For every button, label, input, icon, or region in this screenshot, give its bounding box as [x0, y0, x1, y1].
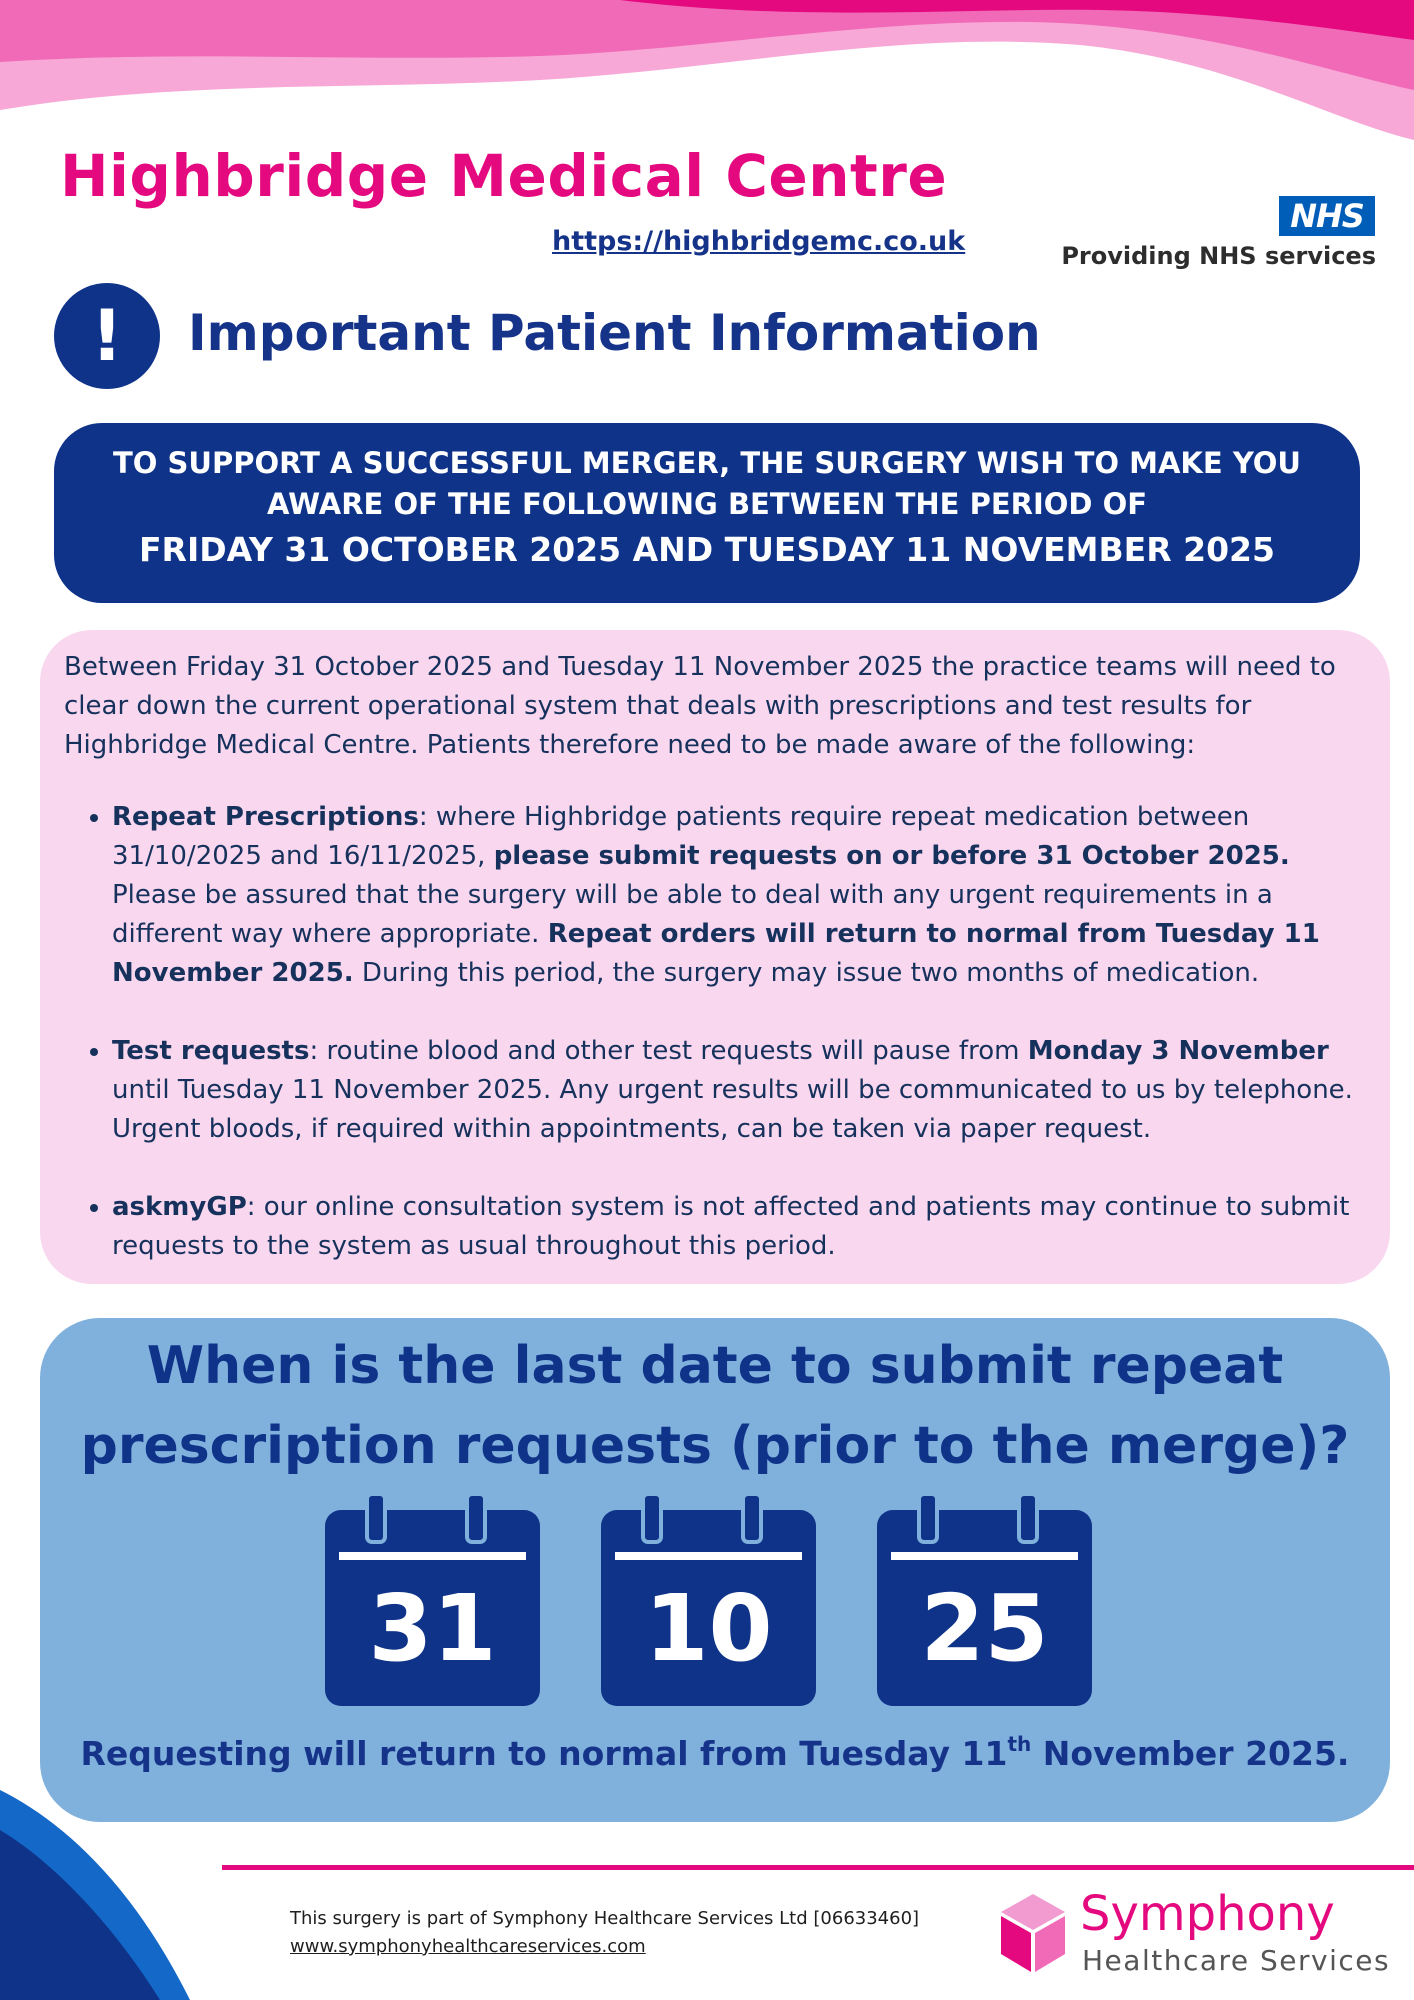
calendar-day-number: 31: [368, 1575, 497, 1682]
repeat-bold-1: please submit requests on or before 31 October 2025.: [493, 841, 1290, 871]
banner-date-range: FRIDAY 31 OCTOBER 2025 AND TUESDAY 11 NOVEMBER 2025: [139, 530, 1275, 569]
info-intro: Between Friday 31 October 2025 and Tuesday 11 November 2025 the practice teams will need to clear down the current operational system that deals with prescriptions and test results for Highbridge Medical Centre. Patients therefore need to be made aware of the following:: [64, 652, 1336, 760]
footer-company-info: [290, 1905, 919, 1961]
footer-divider: [222, 1865, 1414, 1870]
exclamation-icon: !: [54, 283, 160, 389]
info-list: [64, 798, 1360, 1266]
return-note-text: Requesting will return to normal from Tuesday 11: [80, 1734, 1008, 1773]
footer-company-link[interactable]: www.symphonyhealthcareservices.com: [290, 1936, 646, 1957]
symphony-logo-subtitle: Healthcare Services: [1082, 1944, 1391, 1977]
merger-banner: [54, 423, 1360, 603]
important-heading: Important Patient Information: [188, 304, 1041, 362]
list-item-repeat-prescriptions: [112, 798, 1360, 993]
repeat-text-3: During this period, the surgery may issue two months of medication.: [353, 958, 1260, 988]
repeat-bold-2: Repeat orders will return to normal from Tuesday 11 November 2025.: [112, 919, 1320, 988]
calendar-icon-year: [877, 1492, 1092, 1706]
banner-line-2: AWARE OF THE FOLLOWING BETWEEN THE PERIOD OF: [266, 487, 1148, 521]
calendar-icon-month: [601, 1492, 816, 1706]
askmygp-text: : our online consultation system is not affected and patients may continue to submit requests to the system as usual throughout this period.: [112, 1192, 1350, 1261]
deadline-question-line-1: When is the last date to submit repeat: [146, 1336, 1284, 1396]
info-box: [40, 630, 1390, 1284]
banner-line-1: TO SUPPORT A SUCCESSFUL MERGER, THE SURGERY WISH TO MAKE YOU: [113, 446, 1301, 480]
nhs-logo: NHS: [1279, 196, 1375, 236]
calendar-month-number: 10: [644, 1575, 773, 1682]
repeat-label: Repeat Prescriptions: [112, 802, 419, 832]
calendar-icon-day: [325, 1492, 540, 1706]
tests-label: Test requests: [112, 1036, 310, 1066]
symphony-logo-name: Symphony: [1080, 1886, 1335, 1942]
list-item-test-requests: [112, 1032, 1360, 1149]
deadline-question: [40, 1318, 1390, 1486]
repeat-text-1: : where Highbridge patients require repeat medication between 31/10/2025 and 16/11/2025,: [112, 802, 1250, 871]
nhs-tagline: Providing NHS services: [1061, 242, 1376, 270]
tests-bold-1: Monday 3 November: [1027, 1036, 1329, 1066]
return-note-ordinal: th: [1007, 1732, 1032, 1756]
repeat-text-2: Please be assured that the surgery will be able to deal with any urgent requirements in a different way where appropriate.: [112, 880, 1273, 949]
calendar-year-number: 25: [920, 1575, 1049, 1682]
list-item-askmygp: [112, 1188, 1360, 1266]
footer-company-text: This surgery is part of Symphony Healthcare Services Ltd [06633460]: [290, 1908, 920, 1929]
askmygp-label: askmyGP: [112, 1192, 247, 1222]
tests-text-2: until Tuesday 11 November 2025. Any urgent results will be communicated to us by telephone. Urgent bloods, if required within appointments, can be taken via paper request.: [112, 1075, 1353, 1144]
tests-text-1: : routine blood and other test requests will pause from: [309, 1036, 1028, 1066]
top-wave-decoration: [0, 0, 1414, 140]
return-to-normal-note: [40, 1734, 1390, 1773]
symphony-logo-icon: [995, 1888, 1071, 1978]
website-link[interactable]: https://highbridgemc.co.uk: [552, 226, 966, 257]
deadline-question-line-2: prescription requests (prior to the merge)?: [80, 1416, 1350, 1476]
return-note-text-end: November 2025.: [1031, 1734, 1350, 1773]
page-title: Highbridge Medical Centre: [60, 142, 948, 210]
